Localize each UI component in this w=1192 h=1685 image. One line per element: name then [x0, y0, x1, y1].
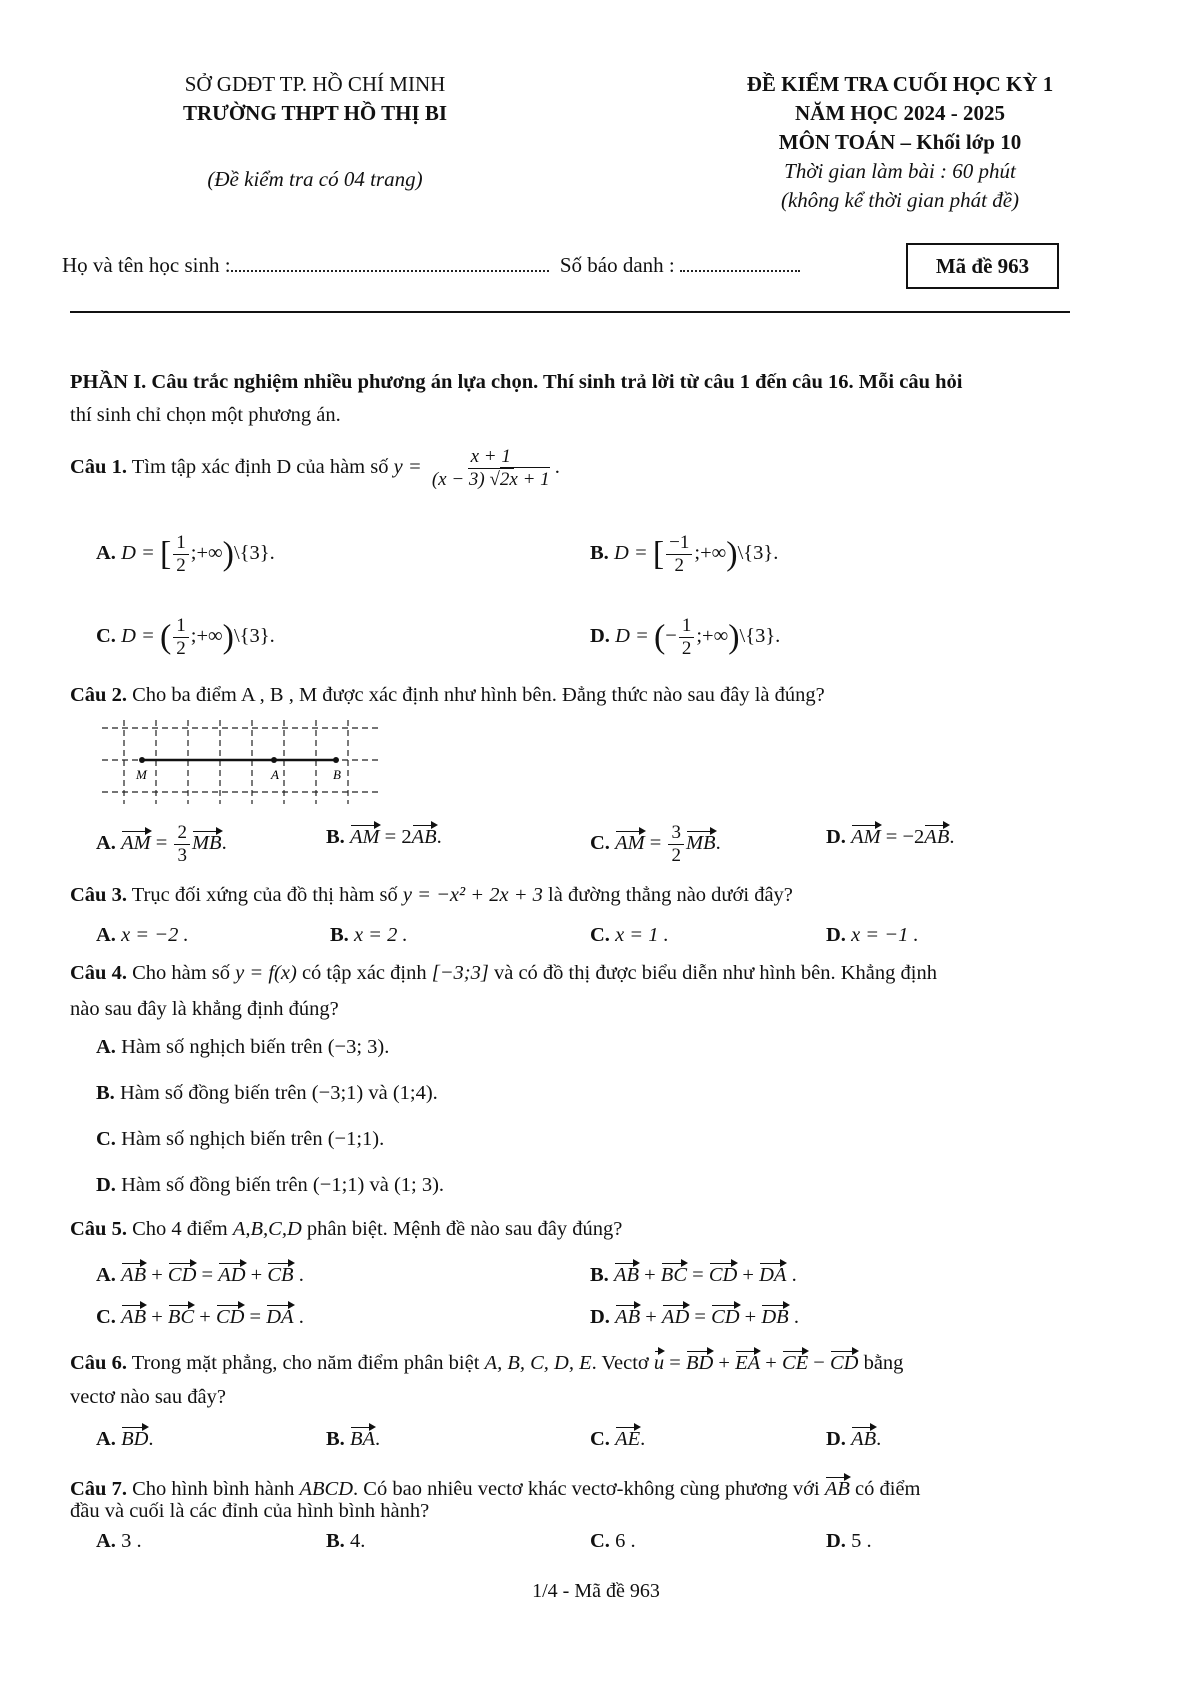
- q2-option-c-num: 3: [668, 822, 684, 845]
- q1-option-d-excl: \{3}.: [739, 625, 781, 648]
- q1-option-b-den: 2: [674, 555, 685, 576]
- q1-option-c-excl: \{3}.: [233, 625, 275, 648]
- q6-option-a-vector: BD: [121, 1424, 148, 1451]
- q1-option-a[interactable]: [96, 532, 275, 577]
- q6-option-b[interactable]: B. BA.: [326, 1424, 380, 1451]
- q6-option-c-key: C.: [590, 1428, 610, 1450]
- q3-text-b: là đường thẳng nào dưới đây?: [548, 884, 793, 906]
- q6-option-b-key: B.: [326, 1428, 345, 1450]
- q7-option-b-key: B.: [326, 1530, 345, 1552]
- student-name-field[interactable]: [231, 266, 549, 272]
- q5-option-d-key: D.: [590, 1306, 616, 1328]
- q5-option-a-vector: AB: [121, 1260, 146, 1287]
- school-year: NĂM HỌC 2024 - 2025: [795, 101, 1005, 125]
- q6-term-vector: CE: [782, 1348, 808, 1375]
- q6-option-a[interactable]: A. BD.: [96, 1424, 154, 1451]
- q6-op: −: [808, 1352, 830, 1374]
- q7-shape: ABCD: [299, 1478, 354, 1500]
- q5-option-c-vector: AB: [121, 1302, 146, 1329]
- q4-option-b-key: B.: [96, 1082, 115, 1104]
- q5-option-c-key: C.: [96, 1306, 122, 1328]
- q3-option-a[interactable]: [96, 924, 189, 947]
- q6-expression: [686, 1352, 859, 1374]
- q2-label-m: M: [136, 767, 147, 782]
- q6-text-d: vectơ nào sau đây?: [70, 1386, 226, 1408]
- q5-option-d-op: =: [689, 1306, 712, 1328]
- q3-option-d-value: x = −1 .: [851, 924, 919, 946]
- q7-option-b-value: 4.: [349, 1530, 366, 1552]
- q5-option-b-key: B.: [590, 1264, 614, 1286]
- q2-option-c[interactable]: C. AM = $\frac{3}{2}$ MB.: [590, 822, 721, 866]
- q1-option-a-lb: [: [159, 535, 172, 573]
- q2-option-b-rhs: AB: [412, 822, 437, 849]
- q2-label-b: B: [333, 767, 341, 782]
- school-name: TRƯỜNG THPT HỒ THỊ BI: [182, 101, 448, 125]
- q1-option-d-tail: ;+∞: [696, 625, 729, 648]
- q7-text-a: Cho hình bình hành: [132, 1478, 295, 1500]
- q7-option-a-value: 3 .: [121, 1530, 142, 1552]
- student-id-label: Số báo danh :: [559, 253, 675, 277]
- q5-option-b-vector: AB: [614, 1260, 639, 1287]
- q2-option-c-lhs: AM: [615, 828, 645, 855]
- q1-option-c-den: 2: [176, 638, 186, 659]
- q4-option-b-text: Hàm số đồng biến trên (−3;1) và (1;4).: [119, 1082, 438, 1104]
- q3-option-b-key: B.: [330, 924, 349, 946]
- q1-option-b-lb: [: [652, 535, 665, 573]
- question-7: [70, 1474, 920, 1501]
- q5-option-d-op: +: [739, 1306, 762, 1328]
- q1-fn-den-a: (x − 3): [431, 469, 485, 490]
- q5-option-a-op: =: [196, 1264, 219, 1286]
- q2-option-a-num: 2: [174, 822, 190, 845]
- q5-option-c-op: +: [194, 1306, 216, 1328]
- q4-domain: [−3;3]: [431, 962, 489, 984]
- q6-option-d-key: D.: [826, 1428, 846, 1450]
- q5-option-d-vector: AB: [615, 1302, 640, 1329]
- q6-label: Câu 6.: [70, 1352, 127, 1374]
- q4-text-b: có tập xác định: [301, 962, 427, 984]
- q1-option-a-key: A.: [96, 542, 116, 565]
- q2-option-d-key: D.: [826, 826, 846, 848]
- time-limit: Thời gian làm bài : 60 phút: [784, 159, 1016, 183]
- q5-option-b-vector: CD: [709, 1260, 737, 1287]
- q2-option-b-lhs: AM: [350, 822, 380, 849]
- q5-option-a[interactable]: [96, 1260, 304, 1287]
- q4-option-c[interactable]: [96, 1128, 384, 1151]
- q1-text: Tìm tập xác định D của hàm số: [131, 456, 389, 479]
- q1-option-c-key: C.: [96, 625, 116, 648]
- q5-option-c-op: +: [146, 1306, 168, 1328]
- q2-option-c-rhs: MB: [686, 828, 716, 855]
- q1-option-d-key: D.: [590, 625, 610, 648]
- exam-code-box: [906, 243, 1059, 289]
- exam-code: Mã đề 963: [935, 253, 1030, 278]
- q6-option-b-vector: BA: [350, 1424, 375, 1451]
- q2-option-b-key: B.: [326, 826, 345, 848]
- q7-option-d-value: 5 .: [851, 1530, 872, 1552]
- q1-option-a-excl: \{3}.: [233, 542, 275, 565]
- q4-option-c-text: Hàm số nghịch biến trên (−1;1).: [121, 1128, 385, 1150]
- q5-option-b-op: =: [687, 1264, 709, 1286]
- q2-point-b: [333, 757, 339, 763]
- q5-option-c[interactable]: [96, 1302, 304, 1329]
- q7-option-d[interactable]: [826, 1530, 872, 1553]
- q5-option-a-op: .: [293, 1264, 304, 1286]
- q1-option-b-key: B.: [590, 542, 609, 565]
- part1-title-cont: thí sinh chỉ chọn một phương án.: [70, 404, 341, 426]
- q2-point-a: [271, 757, 277, 763]
- q5-option-b-vector: BC: [661, 1260, 687, 1287]
- q5-option-a-op: +: [146, 1264, 168, 1286]
- q1-option-a-den: 2: [176, 555, 186, 576]
- time-note: (không kể thời gian phát đề): [780, 188, 1020, 212]
- q4-option-b[interactable]: [96, 1082, 438, 1105]
- header-left: [95, 70, 535, 194]
- q5-option-d-vector: CD: [711, 1302, 739, 1329]
- q2-text: Cho ba điểm A , B , M được xác định như hình bên. Đẳng thức nào sau đây là đúng?: [132, 684, 825, 706]
- q6-vector-u: u: [654, 1348, 664, 1375]
- q1-option-a-lhs: D =: [121, 542, 155, 565]
- q3-function: y = −x² + 2x + 3: [402, 884, 543, 906]
- q1-option-d-rb: ): [728, 618, 740, 656]
- q5-option-a-vector: AD: [218, 1260, 245, 1287]
- q2-option-d[interactable]: D. AM = −2AB.: [826, 822, 954, 849]
- q1-option-b-lhs: D =: [613, 542, 648, 565]
- q6-option-a-key: A.: [96, 1428, 116, 1450]
- q1-option-a-tail: ;+∞: [190, 542, 223, 565]
- q5-option-c-vector: BC: [168, 1302, 194, 1329]
- q1-option-c-rb: ): [222, 618, 234, 656]
- q7-label: Câu 7.: [70, 1478, 127, 1500]
- q3-option-c[interactable]: [590, 924, 669, 947]
- q5-points: A,B,C,D: [232, 1218, 302, 1240]
- q3-option-c-key: C.: [590, 924, 610, 946]
- q5-label: Câu 5.: [70, 1218, 127, 1240]
- q5-option-a-op: +: [245, 1264, 268, 1286]
- q1-option-d-num: 1: [679, 615, 695, 638]
- page-footer: 1/4 - Mã đề 963: [532, 1580, 660, 1602]
- q7-text-c: có điểm: [855, 1478, 921, 1500]
- q6-term-vector: EA: [735, 1348, 760, 1375]
- q6-option-c-vector: AE: [615, 1424, 640, 1451]
- q5-option-d-op: .: [788, 1306, 799, 1328]
- department-name: SỞ GDĐT TP. HỒ CHÍ MINH: [184, 72, 446, 96]
- q1-option-b-tail: ;+∞: [694, 542, 727, 565]
- part1-title: PHẦN I. Câu trắc nghiệm nhiều phương án lựa chọn. Thí sinh trả lời từ câu 1 đến câu 16. Mỗi câu hỏi: [70, 371, 963, 393]
- q2-option-c-den: 2: [671, 845, 681, 866]
- q5-text-a: Cho 4 điểm: [132, 1218, 228, 1240]
- q5-option-c-vector: CD: [216, 1302, 244, 1329]
- q5-option-c-vector: DA: [266, 1302, 293, 1329]
- q2-option-a[interactable]: A. AM = $\frac{2}{3}$ MB.: [96, 822, 227, 866]
- q1-option-b-rb: ): [726, 535, 738, 573]
- q6-term-vector: BD: [686, 1348, 713, 1375]
- q1-option-a-num: 1: [173, 532, 189, 555]
- q4-option-d-key: D.: [96, 1174, 116, 1196]
- q2-option-b[interactable]: B. AM = 2AB.: [326, 822, 442, 849]
- q6-op: +: [760, 1352, 782, 1374]
- q7-text-b: . Có bao nhiêu vectơ khác vectơ-không cùng phương với: [353, 1478, 820, 1500]
- q1-option-b[interactable]: [590, 532, 778, 577]
- q4-option-d-text: Hàm số đồng biến trên (−1;1) và (1; 3).: [121, 1174, 445, 1196]
- q4-text-a: Cho hàm số: [132, 962, 231, 984]
- q1-option-b-num: −1: [666, 532, 692, 555]
- header-divider: [70, 311, 1070, 313]
- q5-option-b-op: .: [786, 1264, 797, 1286]
- question-4: [70, 962, 937, 985]
- q1-option-b-excl: \{3}.: [737, 542, 779, 565]
- q5-option-b[interactable]: [590, 1260, 797, 1287]
- q7-option-a-key: A.: [96, 1530, 116, 1552]
- q1-option-d-lb: (: [653, 618, 666, 656]
- q1-fn-num: x + 1: [468, 446, 514, 469]
- student-name-label: Họ và tên học sinh :: [62, 253, 231, 277]
- q3-option-a-key: A.: [96, 924, 116, 946]
- q3-option-b-value: x = 2 .: [353, 924, 408, 946]
- question-1: Câu 1. Tìm tập xác định D của hàm số y = $\frac{x + 1}{(x - 3) √2x + 1}$ .: [70, 446, 560, 490]
- q7-option-c-value: 6 .: [615, 1530, 636, 1552]
- q5-option-b-op: +: [737, 1264, 760, 1286]
- q2-option-d-coef: −2: [902, 826, 925, 848]
- q3-option-a-value: x = −2 .: [121, 924, 189, 946]
- q1-option-c-tail: ;+∞: [190, 625, 223, 648]
- q4-option-a[interactable]: [96, 1036, 389, 1059]
- q4-option-a-text: Hàm số nghịch biến trên (−3; 3).: [121, 1036, 390, 1058]
- q6-text-a: Trong mặt phẳng, cho năm điểm phân biệt: [131, 1352, 480, 1374]
- q6-option-d-vector: AB: [851, 1424, 876, 1451]
- subject: MÔN TOÁN – Khối lớp 10: [778, 130, 1022, 154]
- q5-option-a-vector: CD: [168, 1260, 196, 1287]
- q3-option-c-value: x = 1 .: [615, 924, 669, 946]
- q2-label-a: A: [271, 767, 279, 782]
- q7-text-d: đầu và cuối là các đỉnh của hình bình hành?: [70, 1500, 430, 1522]
- question-3: [70, 884, 793, 907]
- q5-option-a-vector: CB: [267, 1260, 293, 1287]
- q5-text-b: phân biệt. Mệnh đề nào sau đây đúng?: [306, 1218, 623, 1240]
- q5-option-d-vector: DB: [761, 1302, 788, 1329]
- q3-option-d[interactable]: [826, 924, 919, 947]
- q2-option-c-key: C.: [590, 832, 610, 855]
- q5-option-b-vector: DA: [759, 1260, 786, 1287]
- q1-option-d-den: 2: [681, 638, 692, 659]
- q5-option-c-op: .: [293, 1306, 304, 1328]
- q7-option-c-key: C.: [590, 1530, 610, 1552]
- exam-title: ĐỀ KIỂM TRA CUỐI HỌC KỲ 1: [746, 72, 1054, 96]
- q5-option-c-op: =: [244, 1306, 267, 1328]
- q3-option-d-key: D.: [826, 924, 846, 946]
- q1-option-d-sign: −: [665, 625, 677, 648]
- q2-point-m: [139, 757, 145, 763]
- pages-note: (Đề kiểm tra có 04 trang): [207, 167, 423, 191]
- q1-option-c-lhs: D =: [121, 625, 155, 648]
- q1-option-c-lb: (: [159, 618, 172, 656]
- q4-option-a-key: A.: [96, 1036, 116, 1058]
- q4-option-d[interactable]: [96, 1174, 444, 1197]
- q4-text-d: nào sau đây là khẳng định đúng?: [70, 998, 339, 1020]
- header-right: [680, 70, 1120, 215]
- q2-option-a-key: A.: [96, 832, 116, 855]
- q4-label: Câu 4.: [70, 962, 127, 984]
- q6-option-c[interactable]: C. AE.: [590, 1424, 645, 1451]
- q1-option-d-lhs: D =: [615, 625, 649, 648]
- part1-instructions: [70, 366, 1120, 432]
- q5-option-d-op: +: [640, 1306, 662, 1328]
- student-id-field[interactable]: [680, 266, 800, 272]
- q5-option-b-op: +: [638, 1264, 661, 1286]
- q2-option-a-lhs: AM: [121, 828, 151, 855]
- q5-option-a-key: A.: [96, 1264, 122, 1286]
- q2-option-d-lhs: AM: [851, 822, 881, 849]
- q2-option-b-coef: 2: [401, 826, 412, 848]
- q2-option-a-rhs: MB: [192, 828, 222, 855]
- q2-option-a-den: 3: [177, 845, 187, 866]
- q1-function: $\frac{x + 1}{(x - 3) √2x + 1}$: [431, 446, 550, 490]
- q6-text-c: bằng: [863, 1352, 904, 1374]
- q2-label: Câu 2.: [70, 684, 127, 706]
- q2-figure: [100, 720, 384, 810]
- q7-option-d-key: D.: [826, 1530, 846, 1552]
- q7-option-b[interactable]: [326, 1530, 365, 1553]
- q1-fn-den-b: 2x + 1: [499, 469, 550, 490]
- q1-option-c-num: 1: [173, 615, 189, 638]
- q7-option-a[interactable]: [96, 1530, 142, 1553]
- q3-option-b[interactable]: [330, 924, 408, 947]
- question-2: [70, 684, 825, 707]
- q3-label: Câu 3.: [70, 884, 127, 906]
- q1-option-a-rb: ): [222, 535, 234, 573]
- q1-option-d[interactable]: [590, 615, 780, 660]
- q6-op: +: [713, 1352, 736, 1374]
- q3-text-a: Trục đối xứng của đồ thị hàm số: [131, 884, 398, 906]
- q5-option-d[interactable]: [590, 1302, 799, 1329]
- q2-option-d-rhs: AB: [924, 822, 949, 849]
- q7-option-c[interactable]: [590, 1530, 636, 1553]
- q4-option-c-key: C.: [96, 1128, 116, 1150]
- q7-vector: AB: [825, 1474, 850, 1501]
- q4-function: y = f(x): [235, 962, 297, 984]
- q1-label: Câu 1.: [70, 456, 127, 479]
- q6-term-vector: CD: [830, 1348, 858, 1375]
- question-6: Câu 6. Trong mặt phẳng, cho năm điểm phân biệt A, B, C, D, E. Vectơ u = BD + EA + CE − CD bằng: [70, 1348, 903, 1375]
- q6-text-b: . Vectơ: [591, 1352, 649, 1374]
- question-5: [70, 1218, 622, 1241]
- q1-option-c[interactable]: [96, 615, 275, 660]
- q6-option-d[interactable]: D. AB.: [826, 1424, 881, 1451]
- q6-points: A, B, C, D, E: [484, 1352, 592, 1374]
- q4-text-c: và có đồ thị được biểu diễn như hình bên. Khẳng định: [493, 962, 937, 984]
- q5-option-d-vector: AD: [662, 1302, 689, 1329]
